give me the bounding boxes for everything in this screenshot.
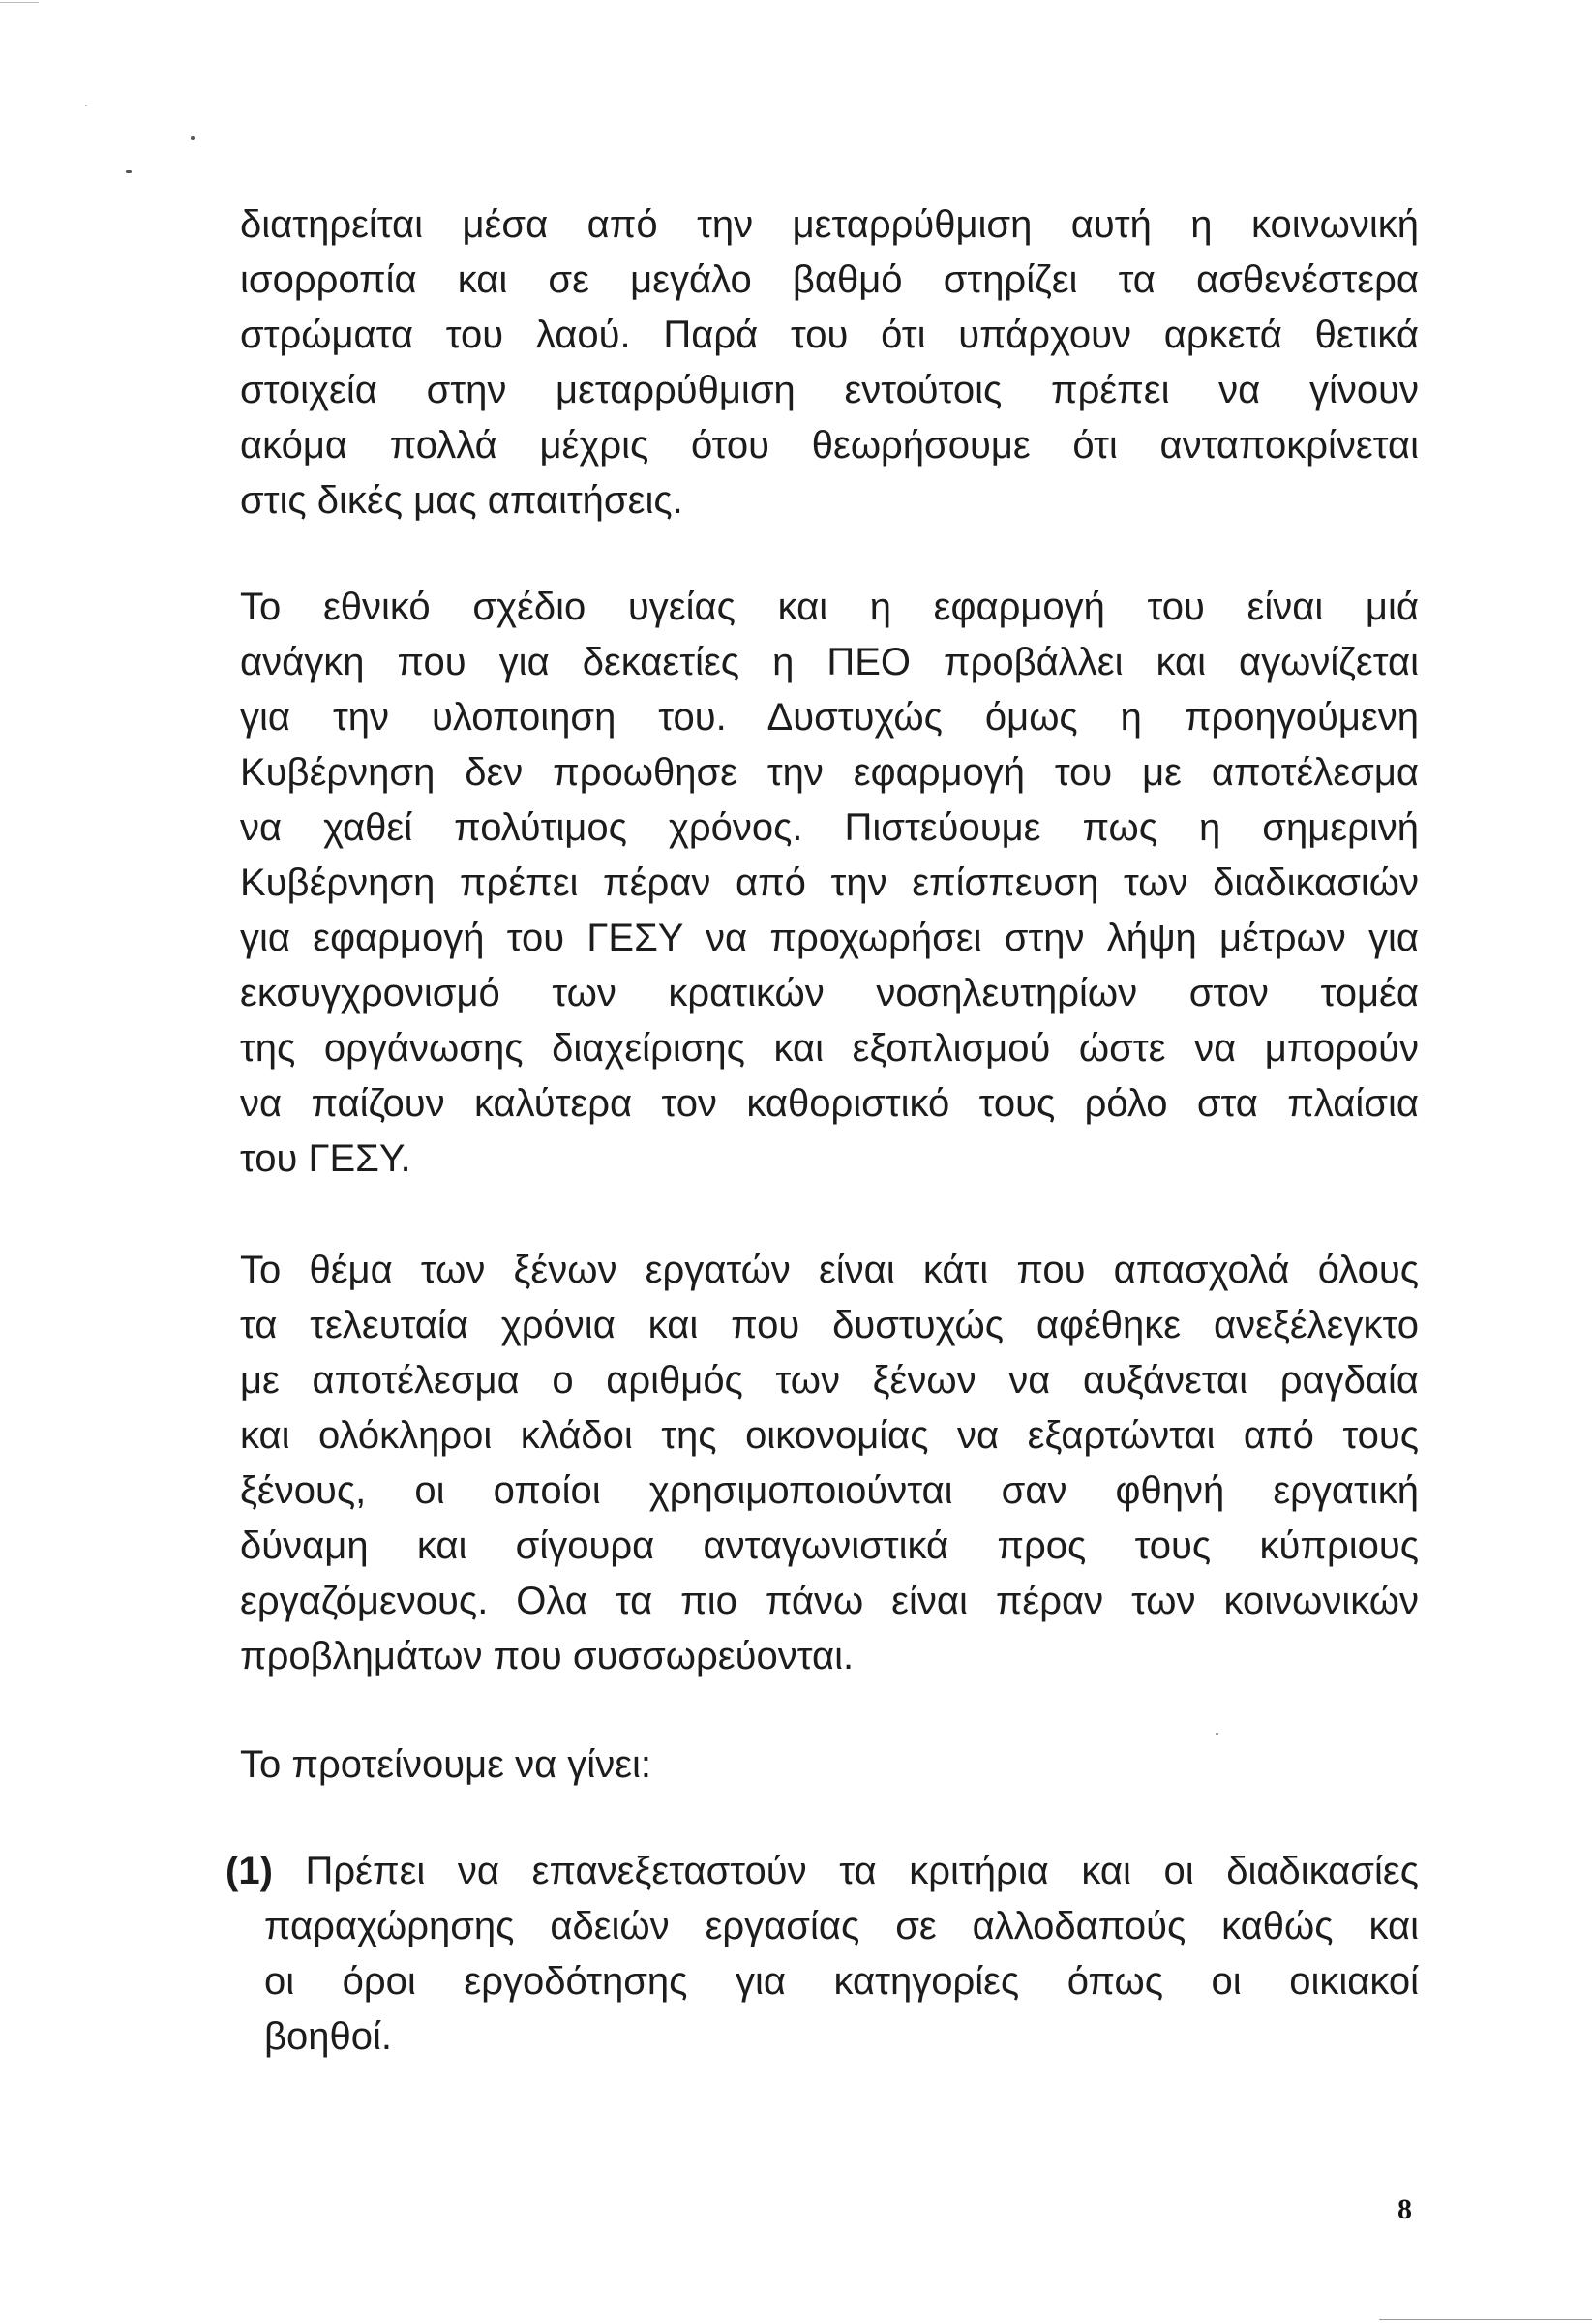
text-line: οι όροι εργοδότησης για κατηγορίες όπως οι οικιακοί <box>264 1960 1419 2003</box>
scan-edge-line <box>0 2 39 3</box>
text-line: για την υλοποιηση του. Δυστυχώς όμως η προηγούμενη <box>240 696 1419 739</box>
list-item-marker: (1) <box>225 1850 273 1892</box>
text-line: στρώματα του λαού. Παρά του ότι υπάρχουν αρκετά θετικά <box>240 314 1419 356</box>
text-line: προβλημάτων που συσσωρεύονται. <box>240 1635 855 1677</box>
proposal-intro <box>240 1737 1419 1793</box>
text-line: Το προτείνουμε να γίνει: <box>240 1743 652 1786</box>
text-line: Κυβέρνηση δεν προωθησε την εφαρμογή του με αποτέλεσμα <box>240 751 1419 794</box>
text-line: παραχώρησης αδειών εργασίας σε αλλοδαπούς καθώς και <box>264 1905 1419 1947</box>
page-number: 8 <box>1397 2193 1412 2225</box>
text-line: ξένους, οι οποίοι χρησιμοποιούνται σαν φθηνή εργατική <box>240 1469 1419 1512</box>
text-line: της οργάνωσης διαχείρισης και εξοπλισμού ώστε να μπορούν <box>240 1027 1419 1070</box>
list-item <box>225 1844 1419 2065</box>
scan-speck <box>126 170 132 173</box>
scan-edge-line <box>1379 2319 1592 2320</box>
text-line: Πρέπει να επανεξεταστούν τα κριτήρια και οι διαδικασίες <box>305 1850 1419 1892</box>
text-line: στοιχεία στην μεταρρύθμιση εντούτοις πρέπει να γίνουν <box>240 369 1419 411</box>
text-line: Το θέμα των ξένων εργατών είναι κάτι που απασχολά όλους <box>240 1249 1419 1291</box>
scan-speck <box>1216 1733 1218 1735</box>
text-line: διατηρείται μέσα από την μεταρρύθμιση αυτή η κοινωνική <box>240 203 1419 246</box>
text-line: να χαθεί πολύτιμος χρόνος. Πιστεύουμε πως η σημερινή <box>240 806 1419 849</box>
text-line: του ΓΕΣΥ. <box>240 1137 411 1180</box>
text-line: Το εθνικό σχέδιο υγείας και η εφαρμογή του είναι μιά <box>240 586 1419 628</box>
text-line: εκσυγχρονισμό των κρατικών νοσηλευτηρίων στον τομέα <box>240 972 1419 1014</box>
text-line: ανάγκη που για δεκαετίες η ΠΕΟ προβάλλει και αγωνίζεται <box>240 641 1419 683</box>
scan-speck <box>191 136 195 140</box>
text-line: ακόμα πολλά μέχρις ότου θεωρήσουμε ότι ανταποκρίνεται <box>240 424 1419 467</box>
text-line: με αποτέλεσμα ο αριθμός των ξένων να αυξάνεται ραγδαία <box>240 1359 1419 1402</box>
text-line: Κυβέρνηση πρέπει πέραν από την επίσπευση των διαδικασιών <box>240 861 1419 904</box>
text-line: και ολόκληροι κλάδοι της οικονομίας να εξαρτώνται από τους <box>240 1414 1419 1457</box>
text-line: εργαζόμενους. Ολα τα πιο πάνω είναι πέραν των κοινωνικών <box>240 1580 1419 1622</box>
scan-speck <box>85 105 87 106</box>
paragraph-foreign-workers <box>240 1243 1419 1684</box>
text-line: στις δικές μας απαιτήσεις. <box>240 479 683 522</box>
paragraph-continuation <box>240 197 1419 528</box>
text-line: βοηθοί. <box>264 2015 392 2058</box>
text-line: δύναμη και σίγουρα ανταγωνιστικά προς τους κύπριους <box>240 1524 1419 1567</box>
paragraph-health-plan <box>240 580 1419 1187</box>
text-line: να παίζουν καλύτερα τον καθοριστικό τους ρόλο στα πλαίσια <box>240 1082 1419 1125</box>
list-item-first-line <box>225 1844 1419 1899</box>
text-line: τα τελευταία χρόνια και που δυστυχώς αφέθηκε ανεξέλεγκτο <box>240 1304 1419 1346</box>
text-line: ισορροπία και σε μεγάλο βαθμό στηρίζει τα ασθενέστερα <box>240 258 1419 301</box>
text-line: για εφαρμογή του ΓΕΣΥ να προχωρήσει στην λήψη μέτρων για <box>240 917 1419 959</box>
